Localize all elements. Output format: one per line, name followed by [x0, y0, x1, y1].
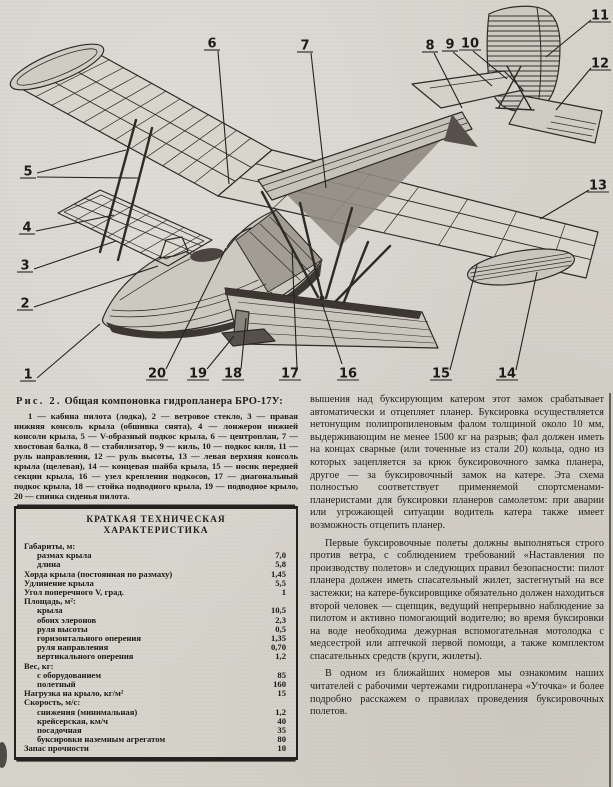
spec-label: с оборудованием: [37, 669, 102, 680]
svg-text:18: 18: [223, 366, 243, 382]
spec-value: 1,45: [270, 568, 286, 579]
strut-attachment-node: [320, 296, 325, 301]
svg-text:16: 16: [338, 366, 358, 382]
spec-label: буксировки наземным агрегатом: [37, 734, 166, 745]
spec-label: Вес, кг:: [24, 660, 54, 671]
spec-value: 5,5: [275, 577, 286, 588]
spec-value: 160: [273, 679, 286, 690]
spec-label: руля направления: [37, 642, 109, 653]
article-paragraph: Первые буксировочные полеты должны выполняться строго против ветра, с соблюдением требований «Наставления по производству полетов» и следующих правил безопасности: пилот планера должен иметь спасательный жилет, застегнутый на все застежки; на катере-буксировщике обязательно должен находиться второй человек — сцепщик, ведущий непрерывно наблюдение за пилотом и активно помогающий водителю; во время буксировки на воде необходима дежурная вспомогательная мотолодка с медсестрой или аптечкой первой помощи, а также комплектом спасательных средств (круги, жилеты).: [310, 537, 605, 662]
spec-value: 1,35: [270, 633, 286, 644]
left-column: [14, 394, 298, 760]
svg-text:12: 12: [590, 56, 610, 72]
spec-label: Габариты, м:: [24, 541, 76, 551]
callout-12: [556, 57, 611, 111]
spec-table-title: [24, 515, 288, 537]
svg-text:13: 13: [588, 178, 608, 194]
spec-label: снижения (минимальная): [37, 706, 138, 717]
article-paragraph: вышения над буксирующим катером этот замок срабатывает автоматически и отцепляет планер. Буксировка осуществляется нетонущим полипропиленовым фалом толщиной около 10 мм, выдерживающим не менее 1500 кг на разрыв; фал должен иметь на концах сварные (или точенные из стали 20) кольца, одно из которых зацепляется за крюк буксировочного замка планера, другое — за буксировочный замок на катере. Эта схема полностью соответствует применяемой спортсменами-планеристами для буксировки планеров самолетом: при аварии или угрожающей ситуации водитель катера также имеет возможность отцепить планер.: [310, 394, 604, 531]
spec-value: 5,8: [275, 559, 286, 570]
spec-title-line2: ХАРАКТЕРИСТИКА: [103, 526, 209, 536]
svg-text:9: 9: [445, 37, 455, 53]
spec-value: 35: [277, 725, 286, 736]
spec-label: горизонтального оперения: [37, 633, 142, 644]
spec-value: 10,5: [270, 605, 286, 616]
svg-text:6: 6: [207, 36, 217, 52]
spec-label: Нагрузка на крыло, кг/м²: [24, 688, 124, 699]
spec-value: 0,70: [270, 642, 286, 653]
spec-value: 85: [277, 669, 286, 680]
spec-table: [14, 506, 298, 760]
spec-label: Угол поперечного V, град.: [24, 587, 124, 598]
svg-text:5: 5: [23, 164, 33, 180]
callout-14: [496, 272, 537, 382]
spec-row: [24, 652, 288, 661]
article-text: [310, 394, 604, 760]
spec-label: Площадь, м²:: [24, 596, 76, 607]
spec-label: посадочная: [37, 725, 82, 736]
spec-value: 80: [277, 734, 286, 745]
page-gutter-shadow: [609, 393, 612, 787]
spec-value: 2,3: [275, 614, 286, 625]
spec-label: Удлинение крыла: [24, 577, 94, 588]
callout-13: [540, 179, 609, 220]
svg-text:3: 3: [20, 258, 30, 274]
hydroglider-line-art: [0, 0, 613, 392]
callout-4: [19, 215, 114, 236]
figure-bro17u-drawing: [0, 0, 613, 392]
figure-caption-legend: 1 — кабина пилота (лодка), 2 — ветровое стекло, 3 — правая нижняя консоль крыла (обшивка снята), 4 — лонжерон нижней консоли крыла, 5 — V-образный подкос крыла, 6 — центроплан, 7 — хвостовая балка, 8 — стабилизатор, 9 — киль, 10 — подкос киля, 11 — руль направления, 12 — руль высоты, 13 — левая верхняя консоль крыла (щелевая), 14 — концевая шайба крыла, 15 — носик передней секции крыла, 16 — узел крепления подкосов, 17 — диагональный подкос крыла, 18 — стойка подводного крыла, 19 — подводное крыло, 20 — спинка сиденья пилота.: [14, 411, 298, 501]
spec-label: крыла: [37, 605, 63, 616]
figure-title-text: Общая компоновка гидропланера БРО-17У:: [61, 396, 283, 407]
scan-smudge: [0, 742, 7, 768]
spec-label: Хорда крыла (постоянная по размаху): [24, 568, 173, 579]
svg-text:10: 10: [460, 36, 480, 52]
spec-label: Скорость, м/с:: [24, 697, 81, 708]
spec-value: 1,2: [275, 651, 286, 662]
svg-text:2: 2: [20, 296, 30, 312]
spec-label: обоих элеронов: [37, 614, 97, 625]
svg-text:20: 20: [147, 366, 167, 382]
spec-value: 40: [277, 715, 286, 726]
spec-label: размах крыла: [37, 550, 92, 561]
svg-text:11: 11: [590, 8, 610, 24]
spec-label: вертикального оперения: [37, 651, 134, 662]
spec-row: [24, 744, 288, 753]
article-paragraph: В одном из ближайших номеров мы ознакомим наших читателей с рабочими чертежами гидропланера «Уточка» и более подробно расскажем о правилах проведения буксировочных полетов.: [310, 668, 604, 718]
spec-label: полетный: [37, 679, 76, 690]
svg-text:7: 7: [300, 38, 310, 54]
page-columns: [14, 394, 604, 760]
stabilizer-right: [509, 96, 602, 143]
spec-label: крейсерская, км/ч: [37, 715, 108, 726]
spec-row: [24, 597, 288, 606]
svg-text:14: 14: [497, 366, 517, 382]
spec-value: 15: [277, 688, 286, 699]
spec-title-line1: КРАТКАЯ ТЕХНИЧЕСКАЯ: [86, 515, 226, 525]
spec-table-rows: [24, 542, 288, 754]
svg-text:8: 8: [425, 38, 435, 54]
figure-number: Рис. 2.: [16, 396, 62, 407]
figure-caption-title: [16, 396, 298, 407]
spec-row: [24, 551, 288, 560]
svg-text:17: 17: [280, 366, 300, 382]
svg-text:1: 1: [23, 367, 33, 383]
callout-3: [17, 241, 116, 274]
spec-label: руля высоты: [37, 623, 88, 634]
callout-15: [430, 265, 477, 382]
spec-value: 0,5: [275, 623, 286, 634]
spec-value: 1,2: [275, 706, 286, 717]
spec-value: 7,0: [275, 550, 286, 561]
svg-text:15: 15: [431, 366, 451, 382]
spec-label: Запас прочности: [24, 743, 89, 754]
svg-text:4: 4: [22, 220, 32, 236]
spec-value: 10: [277, 743, 286, 754]
svg-text:19: 19: [188, 366, 208, 382]
spec-label: длина: [37, 559, 61, 570]
spec-value: 1: [281, 587, 286, 598]
callout-1: [20, 324, 100, 383]
